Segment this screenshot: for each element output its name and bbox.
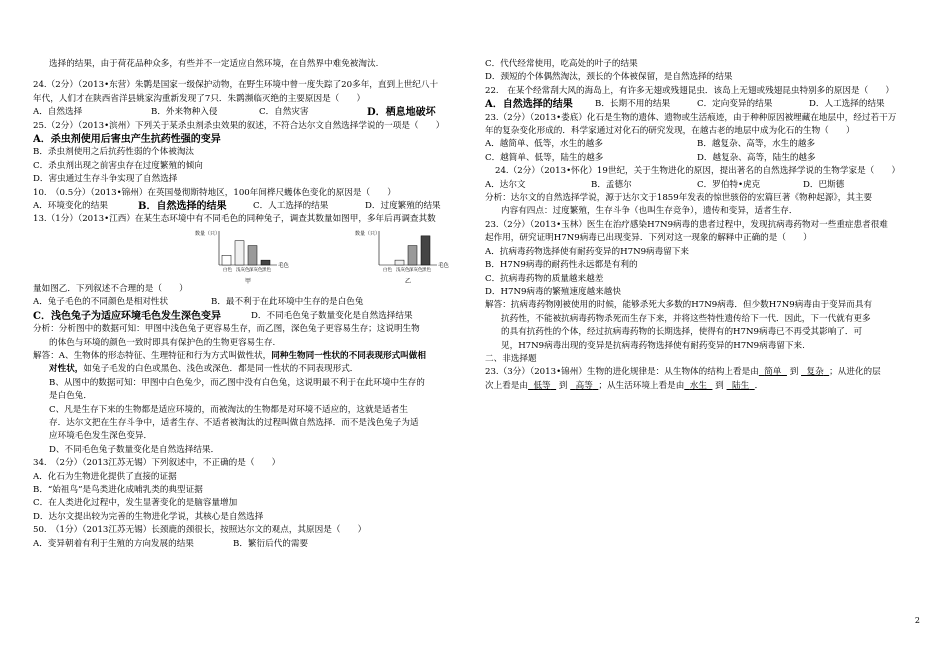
option-c: C．抗病毒药物的质量越来越差 bbox=[485, 273, 604, 284]
blank-value: 低等 bbox=[533, 380, 551, 391]
page-number: 2 bbox=[914, 616, 920, 625]
bar bbox=[261, 260, 270, 265]
answer-blank bbox=[528, 381, 556, 391]
bar bbox=[421, 236, 430, 265]
option-b: B．长期不用的结果 bbox=[595, 99, 671, 110]
option-a: A．杀虫剂使用后害虫产生抗药性强的变异 bbox=[33, 134, 221, 146]
option-a: A．化石为生物进化提供了直接的证据 bbox=[33, 471, 177, 482]
question-stem: 年的复杂变化形成的．科学家通过对化石的研究发现，在越古老的地层中成为化石的生物（ ） bbox=[485, 126, 855, 137]
question-stem: 24.（2分）（2013•东营）朱鹮是国家一级保护动物，在野生环境中曾一度失踪了20多年，直到上世纪八十 bbox=[33, 80, 439, 91]
option-d: D．越复杂、高等，陆生的越多 bbox=[697, 152, 816, 163]
answer-line bbox=[33, 350, 468, 363]
option-a: A．环境变化的结果 bbox=[33, 201, 108, 212]
answer-blank bbox=[727, 381, 755, 391]
answer-blank bbox=[801, 367, 829, 377]
analysis-line: 内容有四点：过度繁殖，生存斗争（也叫生存竞争），遗传和变异，适者生存． bbox=[501, 206, 798, 217]
right-column bbox=[485, 58, 917, 393]
option-c: C．杀虫剂出现之前害虫存在过度繁殖的倾向 bbox=[33, 160, 203, 171]
option-b: B．外来物种入侵 bbox=[151, 107, 218, 118]
option-c: C．越简单、低等，陆生的越多 bbox=[485, 152, 604, 163]
answer-line: 抗药性，不能被抗病毒药物杀死而生存下来，并将这些特性遗传给下一代．因此，下一代就有更多 bbox=[501, 313, 871, 324]
option-d: D．人工选择的结果 bbox=[809, 99, 885, 110]
blank-value: 高等 bbox=[575, 380, 593, 391]
option-b: B．“始祖鸟”是鸟类进化成哺乳类的典型证据 bbox=[33, 484, 203, 495]
option-row bbox=[485, 138, 917, 151]
question-text: ；从进化的层 bbox=[829, 367, 881, 378]
option-row bbox=[33, 106, 468, 119]
answer-line: 应环境毛色发生深色变异． bbox=[49, 431, 153, 442]
tick-label: 深灰色 bbox=[409, 267, 423, 273]
section-heading: 二、非选择题 bbox=[485, 353, 537, 364]
tick-label: 浅灰色 bbox=[236, 267, 250, 273]
option-c: C．定向变异的结果 bbox=[697, 99, 773, 110]
option-d: D．过度繁殖的结果 bbox=[365, 201, 441, 212]
option-row bbox=[485, 98, 917, 111]
question-stem: 24.（2分）（2013•怀化）19世纪，关于生物进化的原因，提出著名的自然选择学说的生物学家是（ ） bbox=[495, 166, 901, 177]
option-a: A．自然选择 bbox=[33, 107, 83, 118]
option-a: A．自然选择的结果 bbox=[485, 99, 573, 111]
answer-bold-text: 同种生物同一性状的不同表现形式叫做相 bbox=[271, 350, 426, 361]
bar bbox=[235, 241, 244, 265]
option-d: D．达尔文提出较为完善的生物进化学说，其核心是自然选择 bbox=[33, 511, 264, 522]
connector-text: 到 bbox=[715, 380, 724, 391]
option-b: B．越复杂、高等，水生的越多 bbox=[697, 139, 816, 150]
blank-value: 简单 bbox=[764, 367, 782, 378]
question-text: 次上看是由 bbox=[485, 380, 528, 391]
left-column bbox=[33, 58, 468, 551]
question-stem: 10. （0.5分）（2013•锦州）在英国曼彻斯特地区，100年间桦尺蠖体色变化的原因是（ ） bbox=[33, 187, 396, 198]
question-stem: 起作用，研究证明H7N9病毒已出现变异．下列对这一现象的解释中正确的是（ ） bbox=[485, 233, 812, 244]
question-text: ；从生活环境上看是由 bbox=[598, 380, 685, 391]
connector-text: 到 bbox=[789, 367, 799, 378]
question-stem: 年代，人们才在陕西省洋县姚家沟重新发现了7只．朱鹮濒临灭绝的主要原因是（ ） bbox=[33, 93, 366, 104]
connector-text: 到 bbox=[558, 380, 568, 391]
answer-line: D、不同毛色兔子数量变化是自然选择结果． bbox=[49, 444, 220, 455]
figure-charts bbox=[33, 227, 468, 283]
option-c: C．人工选择的结果 bbox=[253, 201, 329, 212]
chart-caption: 甲 bbox=[245, 277, 252, 285]
tick-label: 白色 bbox=[383, 267, 392, 273]
fill-blank-line bbox=[485, 366, 917, 379]
x-axis-label: 毛色 bbox=[438, 262, 450, 269]
blank-value: 水生 bbox=[689, 380, 707, 391]
answer-line: C、凡是生存下来的生物都是适应环境的，而被淘汰的生物都是对环境不适应的，这就是适者生 bbox=[49, 404, 408, 415]
bar bbox=[248, 245, 257, 264]
bar bbox=[222, 255, 231, 265]
analysis-line: 的体色与环境的颜色一致时即具有保护色的生物更容易生存. bbox=[49, 337, 276, 348]
option-b: B．最不利于在此环境中生存的是白色兔 bbox=[211, 297, 364, 308]
answer-line: 的具有抗药性的个体，经过抗病毒药物的长期选择，使得有的H7N9病毒已不再受其影响了．可 bbox=[501, 327, 863, 338]
question-stem: 34. （2分）（2013江苏无锡）下列叙述中，不正确的是（ ） bbox=[33, 458, 281, 469]
option-d: D．巴斯德 bbox=[803, 179, 845, 190]
question-stem: 22. 在某个经常刮大风的海岛上，有许多无翅或残翅昆虫．该岛上无翅或残翅昆虫特别多的原因是（ ） bbox=[485, 85, 894, 96]
answer-blank bbox=[684, 381, 712, 391]
bar bbox=[395, 260, 404, 265]
option-a: A．兔子毛色的不同颜色是相对性状 bbox=[33, 297, 169, 308]
option-row bbox=[33, 200, 468, 213]
option-d: D．不同毛色兔子数量变化是自然选择结果 bbox=[251, 310, 413, 321]
chart-caption: 乙 bbox=[405, 277, 412, 285]
option-c: C．自然灾害 bbox=[259, 107, 309, 118]
tick-label: 深灰色 bbox=[249, 267, 263, 273]
option-row bbox=[33, 296, 468, 309]
answer-line bbox=[33, 363, 468, 376]
option-b: B．杀虫剂使用之后抗药性弱的个体被淘汰 bbox=[33, 147, 195, 158]
question-stem: 25.（2分）（2013•滨州）下列关于某杀虫剂杀虫效果的叙述，不符合达尔文自然选择学说的一项是（ ） bbox=[33, 120, 445, 131]
bar-chart-yi bbox=[353, 227, 463, 285]
question-text: ． bbox=[754, 380, 764, 391]
option-c: C．在人类进化过程中，发生显著变化的是脑容量增加 bbox=[33, 498, 238, 509]
tick-label: 浅灰色 bbox=[396, 267, 410, 273]
analysis-line: 分析：分析图中的数据可知：甲图中浅色兔子更容易生存，而乙图，深色兔子更容易生存；这说明生物 bbox=[33, 324, 420, 335]
option-c: C．罗伯特•虎克 bbox=[697, 179, 761, 190]
analysis-line: 分析：达尔文的自然选择学说，源于达尔文于1859年发表的惊世骇俗的宏篇巨著《物种起源》，其主要 bbox=[485, 193, 873, 204]
option-d: D．栖息地破坏 bbox=[367, 107, 436, 119]
option-c: C．代代经常使用，吃高处的叶子的结果 bbox=[485, 59, 638, 69]
blank-value: 复杂 bbox=[806, 367, 824, 378]
answer-line: B、从图中的数据可知：甲图中白色兔少，而乙图中没有白色兔，这说明最不利于在此环境中生存的 bbox=[49, 377, 425, 388]
question-text: 23.（3分）（2013•锦州）生物的进化规律是：从生物体的结构上看是由 bbox=[485, 367, 759, 378]
option-c: C．浅色兔子为适应环境毛色发生深色变异 bbox=[33, 310, 221, 322]
option-b: B．自然选择的结果 bbox=[138, 201, 227, 213]
y-axis-label: 数量（只） bbox=[195, 230, 221, 237]
x-axis-label: 毛色 bbox=[278, 262, 290, 269]
answer-line: 是白色兔． bbox=[49, 391, 92, 402]
option-row bbox=[485, 179, 917, 192]
question-stem: 23.（2分）（2013•玉林）医生在治疗感染H7N9病毒的患者过程中，发现抗病毒药物对一些重症患者很难 bbox=[485, 219, 888, 230]
option-row bbox=[33, 538, 468, 551]
option-d: D．颈短的个体偶然淘汰，颈长的个体被保留，是自然选择的结果 bbox=[485, 72, 733, 83]
tick-label: 黑色 bbox=[422, 267, 431, 273]
answer-line: 存．达尔文把在生存斗争中，适者生存、不适者被淘汰的过程叫做自然选择．而不是浅色兔子为适 bbox=[49, 417, 419, 428]
option-b: B．H7N9病毒的耐药性永远都是有利的 bbox=[485, 260, 638, 271]
option-d: D．害虫通过生存斗争实现了自然选择 bbox=[33, 174, 178, 185]
option-a: A．变异朝着有利于生殖的方向发展的结果 bbox=[33, 538, 194, 549]
tick-label: 白色 bbox=[223, 267, 232, 273]
tick-label: 黑色 bbox=[262, 267, 271, 273]
answer-line: 解答：抗病毒药物刚被使用的时候，能够杀死大多数的H7N9病毒．但少数H7N9病毒由于变异而具有 bbox=[485, 300, 873, 311]
answer-text: 如兔子毛发的白色或黑色、浅色或深色．都是同一性状的不同表现形式． bbox=[83, 364, 359, 375]
option-row bbox=[33, 310, 468, 323]
fill-blank-line bbox=[485, 380, 917, 393]
option-a: A．越简单、低等，水生的越多 bbox=[485, 139, 603, 150]
text-line: 选择的结果，由于荷花品种众多，有些并不一定适应自然环境，在自然界中难免被淘汰. bbox=[49, 59, 379, 69]
question-stem: 量如图乙．下列叙述不合理的是（ ） bbox=[33, 283, 188, 294]
blank-value: 陆生 bbox=[731, 380, 750, 391]
option-b: B．孟德尔 bbox=[591, 179, 632, 190]
option-d: D．H7N9病毒的繁殖速度越来越快 bbox=[485, 286, 621, 297]
question-stem: 23.（2分）（2013•娄底）化石是生物的遗体、遗物或生活痕迹，由于种种原因被埋藏在地层中，经过若干万 bbox=[485, 112, 897, 123]
question-stem: 50. （1分）（2013江苏无锡）长颈鹿的颈很长，按照达尔文的观点，其原因是（ ） bbox=[33, 525, 367, 536]
option-a: A．达尔文 bbox=[485, 179, 526, 190]
bar-chart-jia bbox=[193, 227, 303, 285]
option-b: B．繁衍后代的需要 bbox=[233, 538, 309, 549]
option-row bbox=[485, 152, 917, 165]
y-axis-label: 数量（只） bbox=[355, 230, 381, 237]
bar bbox=[408, 245, 417, 264]
answer-bold-text: 对性状， bbox=[49, 364, 84, 375]
answer-blank bbox=[570, 381, 598, 391]
answer-text: 解答：A、生物体的形态特征、生理特征和行为方式叫做性状， bbox=[33, 350, 272, 361]
option-a: A．抗病毒药物选择使有耐药变异的H7N9病毒留下来 bbox=[485, 246, 690, 257]
answer-blank bbox=[759, 367, 787, 377]
question-stem: 13.（1分）（2013•江西）在某生态环境中有不同毛色的同种兔子，调查其数量如图甲，多年后再调查其数 bbox=[33, 214, 436, 225]
answer-line: 见，H7N9病毒出现的变异是抗病毒药物选择使有耐药变异的H7N9病毒留下来. bbox=[501, 340, 805, 351]
